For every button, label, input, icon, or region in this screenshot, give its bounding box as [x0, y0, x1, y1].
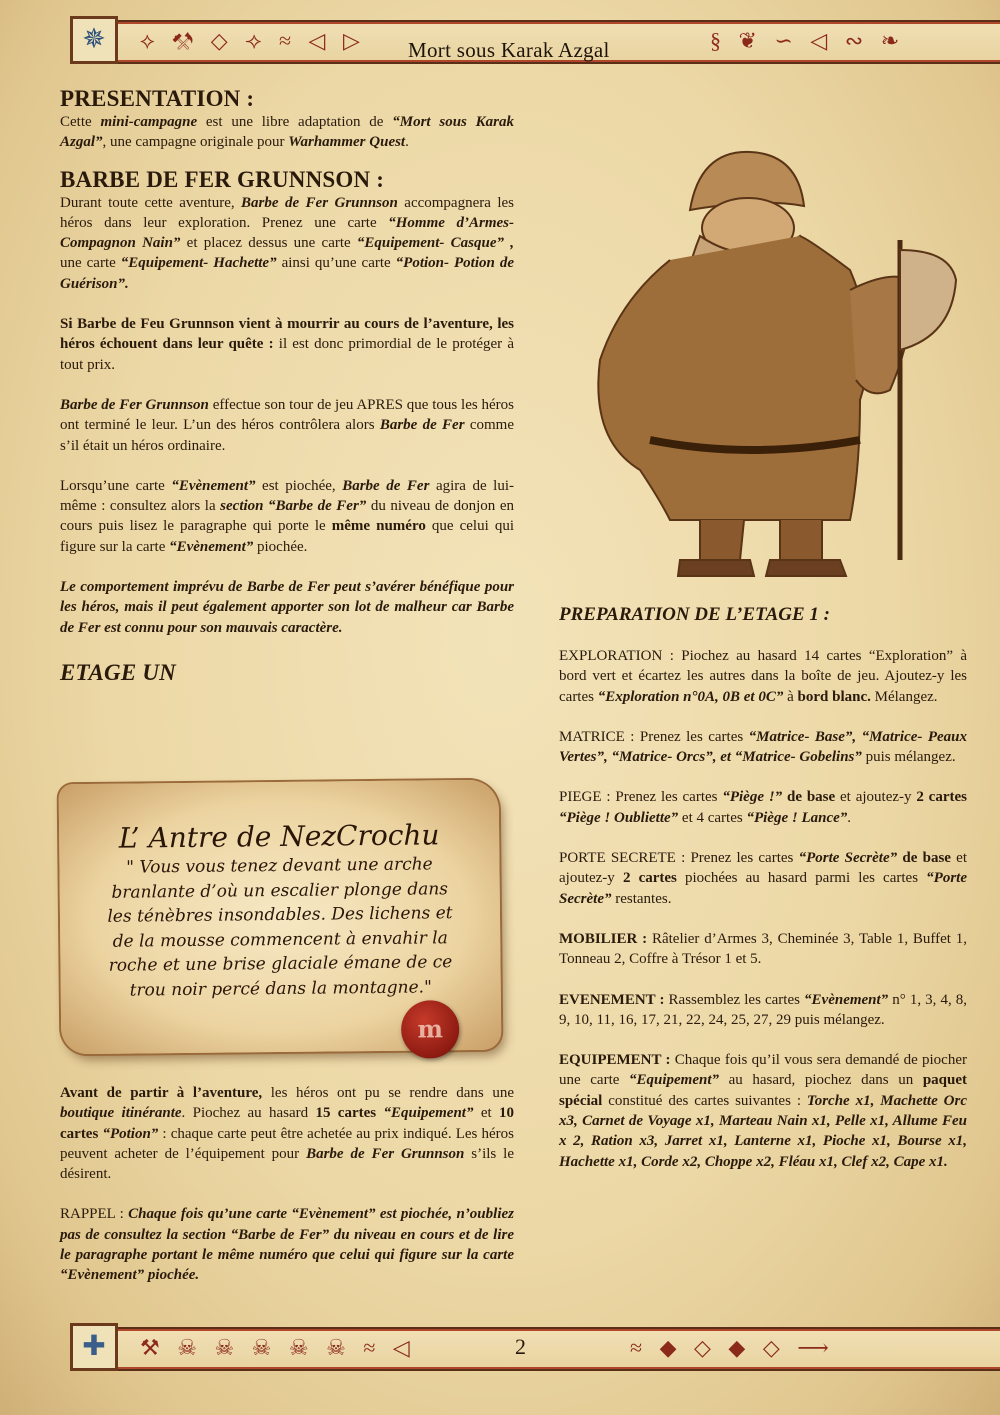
wax-seal-icon: m — [401, 1000, 460, 1059]
text-run: de base — [782, 789, 836, 806]
text-run: bord blanc. — [797, 688, 871, 705]
text-run: n° 1, 3, 4, 8, 9, 10, 11, 16, 17, 21, 22, 24, 25, 27, 29 puis mélangez. — [559, 991, 968, 1028]
page-number: 2 — [515, 1334, 526, 1359]
border-ornament-icon: ⟡ ⚒ ◇ ⟢ ≈ ◁ ▷ — [140, 28, 366, 53]
barbe-paragraph-1 — [60, 193, 514, 294]
text-run: “Potion” — [102, 1125, 159, 1142]
left-column-lower — [60, 1083, 514, 1286]
text-run: RAPPEL : — [60, 1206, 129, 1223]
text-run: 10 cartes — [60, 1105, 515, 1142]
text-run: APRES — [356, 396, 403, 413]
text-run: Piochez au hasard 14 cartes “Exploration” à bord vert et écartez les autres dans la boîte de jeu. Ajoutez-y les cartes — [559, 648, 967, 705]
barbe-paragraph-3 — [60, 395, 514, 456]
compass-rose-icon: ✵ — [70, 16, 118, 64]
text-run: Prenez les cartes — [685, 850, 799, 867]
text-run: . — [847, 809, 852, 826]
text-run: les héros ont pu se rendre dans une — [262, 1085, 514, 1101]
text-run: . Piochez au hasard — [181, 1105, 316, 1122]
border-ornament-icon: ≈ ◆ ◇ ◆ ◇ ⟶ — [630, 1335, 835, 1360]
text-run: piochées au hasard parmi les cartes — [676, 870, 927, 887]
text-run: “Evènement” — [804, 991, 889, 1008]
text-run: restantes. — [611, 890, 672, 907]
presentation-paragraph: Cette mini-campagne est une libre adaptation de “Mort sous Karak Azgal”, une campagne originale pour Warhammer Quest. — [60, 114, 514, 151]
text-run: de base — [897, 850, 951, 867]
text-run: EVENEMENT : — [559, 991, 665, 1008]
text-run: section “Barbe de Fer” — [220, 498, 367, 515]
text-run: “Evènement” — [171, 477, 256, 494]
text-run: que tous les héros ont terminé le leur. L’un des héros contrôlera alors — [60, 396, 514, 434]
text-run: accompagnera les héros dans leur exploration. Prenez une carte — [60, 194, 514, 231]
text-run: Durant toute cette aventure, — [60, 194, 242, 211]
text-run: Mélangez. — [870, 688, 938, 705]
prep-piege — [559, 787, 967, 828]
text-run: Lorsqu’une carte — [60, 477, 172, 494]
text-run: que celui qui figure sur la carte — [60, 518, 514, 555]
text-run: Prenez les cartes — [610, 789, 723, 806]
page-header-title: Mort sous Karak Azgal — [408, 38, 610, 62]
prep-matrice — [559, 727, 967, 768]
text-run: “Exploration n°0A, 0B et 0C” — [597, 688, 784, 705]
text-run: il est donc primordial de le protéger à tout prix. — [60, 336, 514, 373]
section-heading-barbe: BARBE DE FER GRUNNSON : — [60, 166, 385, 192]
text-run: 15 cartes — [315, 1105, 377, 1122]
text-run: “Piège ! Oubliette” — [559, 809, 679, 826]
text-run: une carte — [60, 255, 121, 272]
scroll-title: L’ Antre de NezCrochu — [118, 818, 440, 855]
border-ornament-icon: § ❦ ∽ ◁ ∾ ❧ — [710, 28, 906, 53]
text-run: “Equipement- Casque” , — [356, 235, 514, 252]
text-run: EXPLORATION : — [559, 648, 674, 664]
barbe-paragraph-4 — [60, 476, 514, 557]
text-run: Barbe de Fer Grunnson — [241, 194, 398, 211]
prep-mobilier — [559, 929, 967, 970]
text-run: “Potion- Potion de Guérison”. — [60, 255, 514, 292]
text-run: Torche x1, Machette Orc x3, Carnet de Voyage x1, Marteau Nain x1, Pelle x1, Allume Feu x 2, Ration x3, Jarret x1, Lanterne x1, Pioche x1, Bourse x1, Hachette x1, Corde x2, Choppe x2, Fléau x1, Clef x2, Cape x1. — [559, 1092, 967, 1170]
text-run: et 4 cartes — [678, 809, 747, 826]
prep-evenement — [559, 990, 967, 1031]
text-run: Barbe de Fer Grunnson — [306, 1145, 465, 1162]
etage-paragraph-rappel — [60, 1204, 514, 1285]
scroll-text: " Vous vous tenez devant une arche branlante d’où un escalier plonge dans les ténèbres insondables. Des lichens et de la mousse commencent à envahir la roche et une brise glaciale émane de ce trou noir percé dans la montagne." — [107, 854, 453, 1001]
text-run: effectue son tour de jeu — [208, 396, 357, 413]
text-run: paquet spécial — [559, 1072, 967, 1109]
text-run: Si Barbe de Feu Grunnson vient à mourrir au cours de l’aventure, les héros échouent dans leur quête : — [60, 316, 514, 353]
text-run: à — [783, 688, 798, 705]
text-run: “Equipement” — [629, 1072, 720, 1089]
text-run: 2 cartes — [916, 789, 967, 806]
section-heading-etage-un: ETAGE UN — [60, 659, 176, 685]
text-run: piochée. — [253, 538, 308, 555]
left-column — [60, 86, 514, 686]
text-run: “Piège !” — [722, 789, 783, 806]
text-run: “Evènement” — [169, 538, 254, 555]
text-run: boutique itinérante — [60, 1105, 182, 1122]
footer-border — [70, 1327, 1000, 1371]
text-run: Râtelier d’Armes 3, Cheminée 3, Table 1, Buffet 1, Tonneau 2, Coffre à Trésor 1 et 5. — [559, 930, 968, 968]
text-run: Le comportement imprévu de Barbe de Fer peut s’avérer bénéfique pour les héros, mais il peut également apporter son lot de malheur car Barbe de Fer est connu pour son mauvais caractère. — [60, 579, 514, 636]
shield-icon: ✚ — [70, 1323, 118, 1371]
text-run: “Matrice- Base”, “Matrice- Peaux Vertes”, “Matrice- Orcs”, et “Matrice- Gobelins” — [559, 728, 967, 766]
text-run: du niveau de donjon en cours puis lisez le paragraphe qui porte le — [60, 498, 514, 535]
text-run: Prenez les cartes — [634, 728, 749, 745]
text-run: 2 cartes — [622, 870, 677, 887]
text-run: “Equipement- Hachette” — [120, 255, 277, 272]
text-run: et ajoutez-y — [835, 789, 917, 806]
text-run: puis mélangez. — [861, 749, 956, 766]
right-column — [559, 604, 967, 1172]
text-run: ainsi qu’une carte — [276, 255, 396, 272]
text-run: EQUIPEMENT : — [559, 1052, 671, 1069]
text-run: “Homme d’Armes- Compagnon Nain” — [60, 214, 514, 252]
text-run: s’ils le désirent. — [60, 1145, 514, 1183]
text-run: Barbe de Fer Grunnson — [60, 396, 209, 413]
text-run: MOBILIER : — [559, 930, 648, 947]
prep-exploration — [559, 646, 967, 707]
text-run: et placez dessus une carte — [180, 235, 357, 252]
text-run: au hasard, piochez dans un — [719, 1072, 923, 1089]
text-run: Chaque fois qu’une carte “Evènement” est piochée, n’oubliez pas de consultez la section “Barbe de Fer” du niveau en cours et de lire le paragraphe portant le même numéro que celui qui figure sur la carte “Evènement” piochée. — [60, 1206, 514, 1284]
text-run: Barbe de Fer — [379, 417, 465, 434]
flavour-text-scroll — [59, 780, 502, 1055]
border-ornament-icon: ⚒ ☠ ☠ ☠ ☠ ☠ ≈ ◁ — [140, 1335, 416, 1360]
barbe-paragraph-5 — [60, 577, 514, 638]
text-run: Chaque fois qu’il vous sera demandé de piocher une carte — [559, 1052, 967, 1089]
text-run: PIEGE : — [559, 789, 611, 806]
text-run: est piochée, — [255, 477, 343, 494]
text-run: “Porte Secrète” — [798, 850, 898, 867]
text-run: “Porte Secrète” — [559, 870, 967, 907]
text-run: et — [473, 1105, 500, 1122]
text-run: PORTE SECRETE : — [559, 850, 686, 867]
text-run: comme s’il était un héros ordinaire. — [60, 417, 514, 454]
text-run: Barbe de Fer — [342, 477, 430, 494]
text-run: même numéro — [331, 518, 426, 535]
text-run: constitué des cartes suivantes : — [602, 1092, 807, 1109]
text-run: et ajoutez-y — [559, 850, 967, 887]
prep-porte-secrete — [559, 848, 967, 909]
text-run: “Equipement” — [383, 1105, 474, 1122]
text-run: MATRICE : — [559, 728, 635, 745]
section-heading-preparation: PREPARATION DE L’ETAGE 1 : — [559, 604, 830, 625]
etage-paragraph-1 — [60, 1083, 514, 1184]
dwarf-with-axe-illustration — [560, 140, 980, 580]
text-run: : chaque carte peut être achetée au prix indiqué. Les héros peuvent acheter de l’équipement pour — [60, 1125, 515, 1162]
prep-equipement — [559, 1050, 967, 1172]
text-run: Rassemblez les cartes — [664, 991, 805, 1008]
text-run: Avant de partir à l’aventure, — [60, 1085, 263, 1101]
text-run: agira de lui-même : consultez alors la — [60, 477, 514, 515]
barbe-paragraph-2 — [60, 314, 514, 375]
section-heading-presentation: PRESENTATION : — [60, 86, 255, 111]
text-run: “Piège ! Lance” — [746, 809, 848, 826]
